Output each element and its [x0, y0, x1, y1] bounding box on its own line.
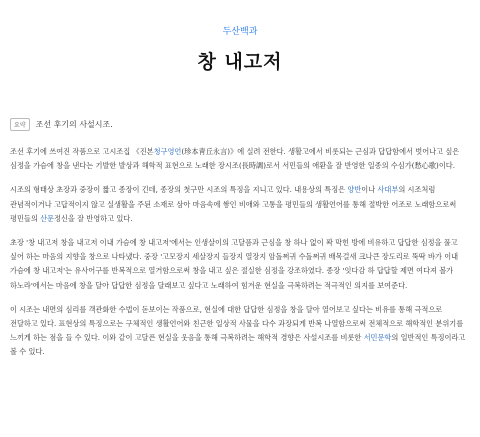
paragraph-4-text: 이 시조는 내면의 심리를 객관화한 수법이 돋보이는 작품으로, 현실에 대한 답답한 심정을 창을 달아 열어보고 싶다는 비유를 통해 극적으로 전달하고 있다. 표현상의 특징으로는 구체적인 생활언어와 친근한 일상적 사물을 다수 과장되게 반복 나열함으로써 전체적으로 해학적인 분위기를 느끼게 하는 점을 들 수 있다. 이와 같이 고달픈 현실을 웃음을 통해 극복하려는 해학적 경향은 사설시조를 비롯한: [10, 304, 464, 343]
paragraph-2-text-4: 정신을 잘 반영하고 있다.: [53, 213, 133, 223]
paragraph-1-text-2: (珍本靑丘永言)》에 실려 전한다. 생활고에서 비롯되는 근심과 답답함에서 벗어나고 싶은 심정을 가슴에 창을 낸다는 기발한 발상과 해학적 표현으로 노래한 장시조(長時調)로서 서민들의 애환을 잘 반영한 일종의 수심가(愁心歌)이다.: [10, 147, 460, 171]
summary-row: [10, 118, 470, 131]
link-sadaebu[interactable]: 사대부: [377, 185, 399, 195]
paragraph-2-text-3: 의 시조처럼 관념적이거나 고답적이지 않고 실생활을 주된 소재로 삼아 마음속에 쌓인 비애와 고통을 평민들의 생활언어를 통해 절박한 어조로 노래함으로써 평민들의: [10, 185, 457, 223]
paragraph-1: [10, 145, 470, 173]
link-seomin-munhak[interactable]: 서민문학: [363, 333, 392, 343]
paragraph-3: 초장 '창 내고저 창을 내고저 이내 가슴에 창 내고저'에서는 인생살이의 고달픔과 근심을 창 하나 없이 꽉 막힌 방에 비유하고 답답한 심정을 풀고 싶어 하는 마음의 지향을 창으로 나타냈다. 중장 '고모장지 세살장지 들장지 열장지 암돌쩌귀 수돌쩌귀 배목걸새 크나큰 장도리로 뚝딱 바가 이내 가슴에 창 내고저'는 유사어구를 반복적으로 열거함으로써 창을 내고 싶은 절실한 심정을 강조하였다. 종장 '잇다감 하 답답할 제면 여다져 볼가 하노라'에서는 마음에 창을 달아 답답한 심정을 달래보고 싶다고 노래하여 힘겨운 현실을 극복하려는 적극적인 의지를 보여준다.: [10, 238, 459, 290]
document-page: [0, 24, 480, 360]
paragraph-1-text: 조선 후기에 쓰여진 작품으로 고시조집 《진본: [10, 147, 154, 156]
link-sanmun[interactable]: 산문: [40, 213, 54, 223]
summary-text: 조선 후기의 사설시조.: [35, 120, 113, 129]
source-link[interactable]: 두산백과: [222, 27, 258, 37]
link-yangban[interactable]: 양반: [347, 185, 362, 195]
page-title: 창 내고저: [197, 51, 283, 73]
summary-badge: 요약: [10, 118, 30, 131]
paragraph-2-text-2: 이나: [361, 185, 378, 195]
paragraph-4-text-2: 의 일반적인 특징이라고 볼 수 있다.: [10, 333, 466, 357]
paragraph-2: [10, 183, 470, 226]
paragraph-4: [10, 303, 470, 360]
link-cheonggu-yeongeon[interactable]: 청구영언: [153, 147, 182, 156]
paragraph-2-text: 시조의 형태상 초장과 중장이 짧고 종장이 긴데, 종장의 첫구만 시조의 특징을 지니고 있다. 내용상의 특징은: [10, 185, 348, 195]
